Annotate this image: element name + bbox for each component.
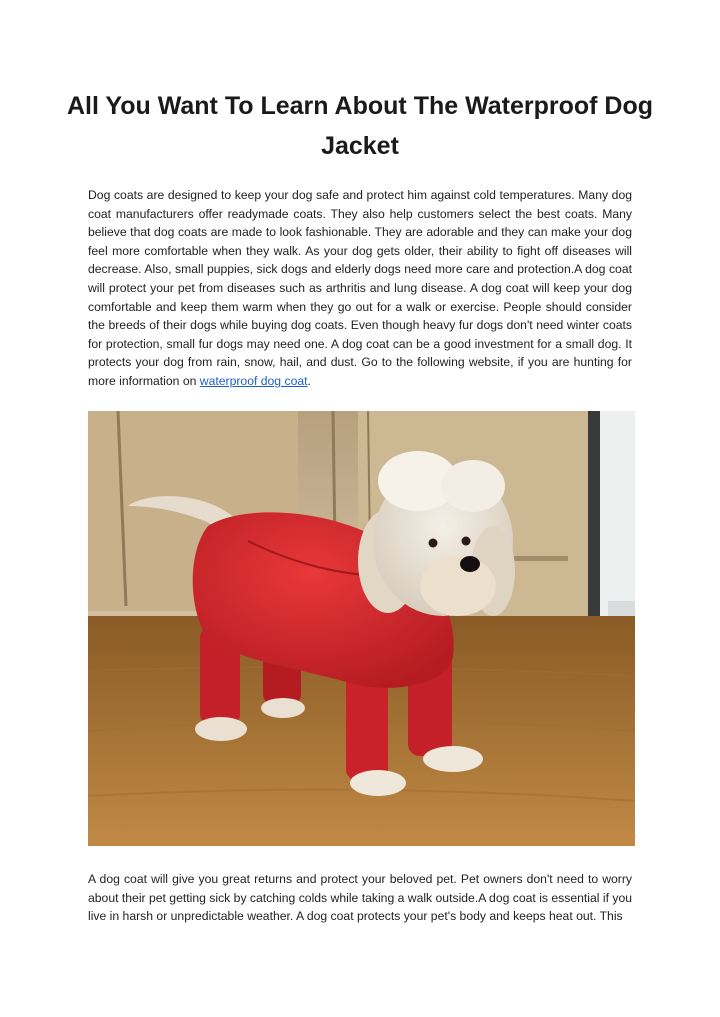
dog-nose (460, 556, 480, 572)
intro-paragraph-text: Dog coats are designed to keep your dog safe and protect him against cold temperatures. Many dog coat manufacturers offer readymade coats. They also help customers select the best coats. Many believe that dog coats are made to look fashionable. They are adorable and they can make your dog feel more comfortable when they walk. As your dog gets older, their ability to fight off diseases will decrease. Also, small puppies, sick dogs and elderly dogs need more care and protection.A dog coat will protect your pet from diseases such as arthritis and lung disease. A dog coat will keep your dog comfortable and keep them warm when they go out for a walk or exercise. People should consider the breeds of their dogs while buying dog coats. Even though heavy fur dogs don't need winter coats for protection, small fur dogs may need one. A dog coat can be a good investment for a small dog. It protects your dog from rain, snow, hail, and dust. Go to the following website, if you are hunting for more information on (88, 188, 632, 388)
waterproof-dog-coat-link[interactable]: waterproof dog coat (199, 373, 308, 388)
dog-eye-left (429, 539, 438, 548)
article-title: All You Want To Learn About The Waterproof Dog Jacket (66, 92, 654, 160)
second-paragraph: A dog coat will give you great returns and protect your beloved pet. Pet owners don't need to worry about their pet getting sick by catching colds while taking a walk outside.A dog coat is essential if you live in harsh or unpredictable weather. A dog coat protects your pet's body and keeps heat out. This (88, 872, 633, 924)
dog-photo (88, 411, 635, 846)
dog-eye-right (462, 537, 471, 546)
intro-paragraph (88, 186, 632, 391)
intro-paragraph-end: . (307, 373, 311, 388)
